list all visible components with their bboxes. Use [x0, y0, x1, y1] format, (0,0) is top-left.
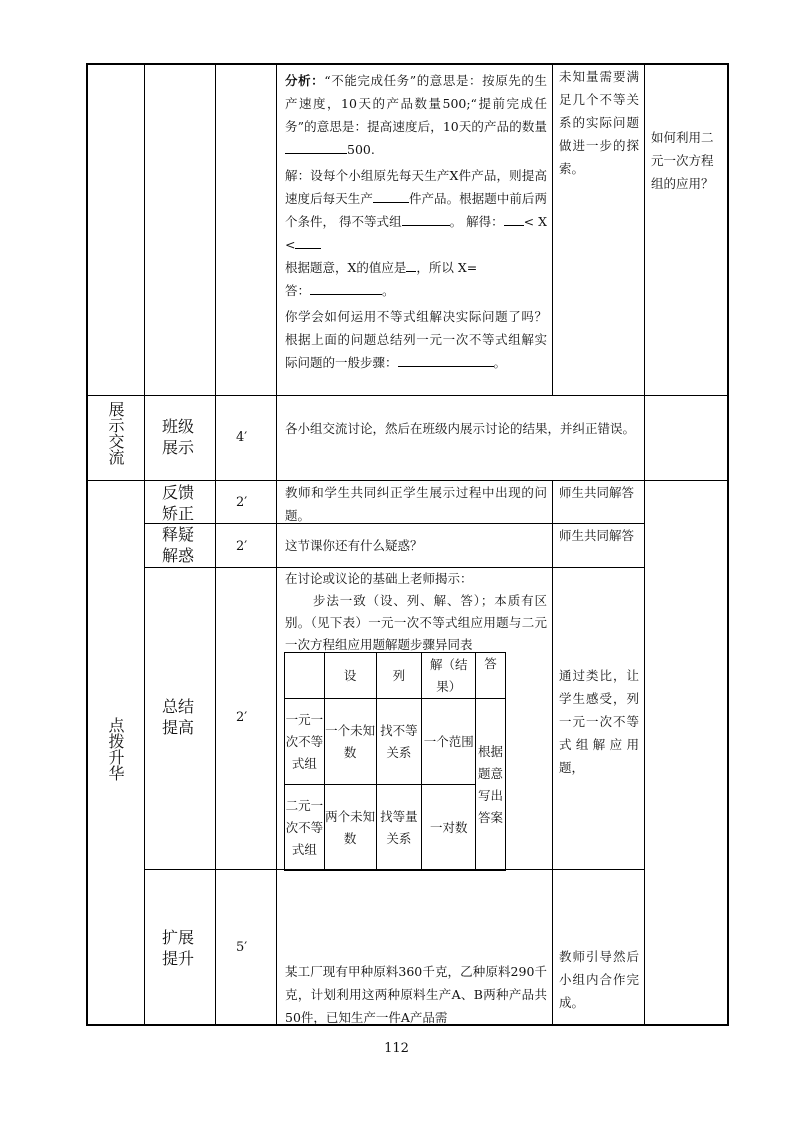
table-row — [285, 785, 506, 871]
table-row — [285, 699, 506, 785]
summary-sub-label: 总结提高 — [162, 697, 195, 737]
question-paragraph — [285, 305, 547, 374]
table-cell: 找不等关系 — [376, 699, 422, 785]
judge-paragraph — [285, 256, 547, 302]
extend-minutes: 5′ — [236, 940, 248, 955]
show-minutes: 4′ — [236, 430, 248, 445]
row1-side-question: 如何利用二元一次方程组的应用？ — [651, 130, 714, 191]
question-end: 。 — [493, 355, 507, 370]
table-left-border — [86, 63, 88, 1026]
table-cell: 二元一次不等式组 — [285, 785, 325, 871]
row-line-1 — [86, 395, 729, 396]
doubt-minutes: 2′ — [236, 539, 248, 554]
blank-1[interactable] — [285, 140, 347, 154]
judge-text-b: ，所以 X= — [416, 260, 478, 275]
col-line-1 — [144, 63, 145, 1026]
feedback-content: 教师和学生共同纠正学生展示过程中出现的问题。 — [285, 485, 547, 523]
table-cell: 一个范围 — [422, 699, 476, 785]
question-text: 你学会如何运用不等式组解决实际问题了吗？根据上面的问题总结列一元一次不等式组解实际问题的一般步骤： — [285, 309, 547, 370]
summary-minutes: 2′ — [236, 710, 248, 725]
row1-note: 未知量需要满足几个不等关系的实际问题做进一步的探索。 — [559, 69, 639, 176]
solve-text-e: < X < — [285, 214, 547, 252]
blank-6[interactable] — [406, 258, 416, 272]
show-content: 各小组交流讨论，然后在班级内展示讨论的结果，并纠正错误。 — [285, 421, 636, 436]
header-cell-empty — [285, 653, 325, 699]
doubt-note: 师生共同解答 — [559, 528, 635, 543]
summary-intro-2: 步法一致（设、列、解、答）；本质有区别。（见下表）一元一次不等式组应用题与二元一次方程组应用题解题步骤异同表 — [285, 593, 547, 652]
table-cell: 一个未知数 — [324, 699, 376, 785]
extend-content: 某工厂现有甲种原料360千克，乙种原料290千克，计划利用这两种原料生产A、B两种产品共50件，已知生产一件A产品需 — [285, 964, 547, 1025]
analysis-label: 分析： — [285, 73, 325, 88]
answer-end: 。 — [382, 283, 395, 298]
feedback-minutes: 2′ — [236, 495, 248, 510]
col-line-5 — [644, 63, 645, 1026]
blank-3[interactable] — [402, 212, 450, 226]
blank-8[interactable] — [398, 353, 494, 367]
table-cell: 一元一次不等式组 — [285, 699, 325, 785]
solve-text-b: 件产品。根据题中前后两个条件， — [285, 191, 547, 229]
header-cell-list: 列 — [376, 653, 422, 699]
section-show-label: 展示交流 — [106, 401, 125, 465]
section-summary-label: 点拨升华 — [106, 717, 125, 781]
answer-merged-cell: 根据题意写出答案 — [476, 699, 506, 871]
header-cell-answer: 答 — [476, 653, 506, 699]
header-cell-set: 设 — [324, 653, 376, 699]
table-cell: 两个未知数 — [324, 785, 376, 871]
analysis-end: 500. — [347, 142, 375, 157]
blank-2[interactable] — [373, 189, 409, 203]
solution-paragraph — [285, 164, 547, 256]
answer-label: 答： — [285, 283, 311, 298]
header-cell-solve: 解（结果） — [422, 653, 476, 699]
doubt-sub-label: 释疑解惑 — [162, 525, 195, 565]
feedback-note: 师生共同解答 — [559, 485, 635, 500]
table-cell: 找等量关系 — [376, 785, 422, 871]
extend-note: 教师引导然后小组内合作完成。 — [559, 949, 639, 1010]
feedback-sub-label: 反馈矫正 — [162, 483, 195, 523]
summary-note: 通过类比，让学生感受，列一元一次不等式组解应用题， — [559, 668, 639, 775]
solve-text-c: 得不等式组 — [339, 214, 402, 229]
comparison-table — [284, 652, 506, 871]
summary-intro-1: 在讨论或议论的基础上老师揭示： — [285, 571, 473, 586]
col-line-3 — [276, 63, 277, 1026]
col-line-4a — [552, 63, 553, 395]
solve-text-a: 解：设每个小组原先每天生产X件产品，则提高速度后每天生产 — [285, 168, 547, 206]
col-line-4b — [552, 480, 553, 1026]
col-line-2 — [215, 63, 216, 1026]
doubt-content: 这节课你还有什么疑惑？ — [285, 538, 423, 553]
analysis-text: “不能完成任务”的意思是：按原先的生产速度，10天的产品数量500;“提前完成任务”的意思是：提高速度后，10天的产品的数量 — [285, 73, 547, 134]
table-header-row — [285, 653, 506, 699]
blank-4[interactable] — [504, 212, 524, 226]
show-sub-label: 班级展示 — [162, 417, 195, 457]
table-cell: 一对数 — [422, 785, 476, 871]
extend-sub-label: 扩展提升 — [162, 928, 195, 968]
solve-text-d: 。 解得： — [449, 214, 504, 229]
analysis-paragraph — [285, 69, 547, 161]
blank-5[interactable] — [295, 235, 321, 249]
table-right-border — [727, 63, 729, 1026]
judge-text-a: 根据题意，X的值应是 — [285, 260, 407, 275]
page-number: 112 — [384, 1041, 409, 1056]
blank-7[interactable] — [310, 281, 382, 295]
